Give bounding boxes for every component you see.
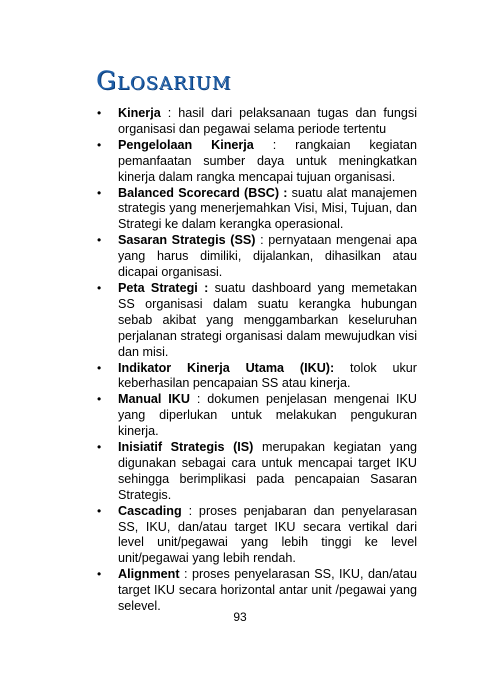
- glossary-definition: merupakan kegiatan yang digunakan sebagai cara untuk mencapai target IKU sehingga berimplikasi pada pencapaian Sasaran Strategis.: [118, 440, 417, 502]
- glossary-item-iku: [97, 361, 417, 393]
- bullet-icon: •: [97, 567, 102, 582]
- bullet-icon: •: [97, 360, 102, 375]
- glossary-term: Kinerja: [118, 106, 161, 120]
- bullet-icon: •: [97, 503, 102, 518]
- glossary-list: [97, 106, 417, 615]
- glossary-term: Cascading: [118, 503, 182, 518]
- glossary-term: Peta Strategi :: [118, 280, 209, 295]
- bullet-icon: •: [97, 440, 102, 455]
- glossary-item-inisiatif-strategis: [97, 440, 417, 504]
- glossary-definition: : proses penyelarasan SS, IKU, dan/atau target IKU secara horizontal antar unit /pegawai yang selevel.: [118, 567, 417, 614]
- bullet-icon: •: [97, 185, 102, 200]
- bullet-icon: •: [97, 233, 102, 248]
- glossary-definition: : pernyataan mengenai apa yang harus dimiliki, dijalankan, dihasilkan atau dicapai organisasi.: [118, 233, 417, 280]
- glossary-definition: tolok ukur keberhasilan pencapaian SS atau kinerja.: [118, 360, 417, 391]
- glossary-definition: : hasil dari pelaksanaan tugas dan fungsi organisasi dan pegawai selama periode tertentu: [118, 106, 417, 136]
- page-number: 93: [233, 610, 247, 624]
- glossary-definition: : dokumen penjelasan mengenai IKU yang diperlukan untuk melakukan pengukuran kinerja.: [118, 392, 418, 439]
- glossary-item-cascading: [97, 504, 417, 568]
- glossary-term: Manual IKU: [118, 392, 190, 407]
- glossary-item-kinerja: [97, 106, 417, 138]
- glossary-definition: suatu alat manajemen strategis yang menerjemahkan Visi, Misi, Tujuan, dan Strategi ke dalam kerangka operasional.: [118, 185, 417, 232]
- glossary-item-sasaran-strategis: [97, 233, 417, 281]
- glossary-term: Alignment: [118, 567, 180, 582]
- glossary-definition: : rangkaian kegiatan pemanfaatan sumber daya untuk meningkatkan kinerja dalam rangka mencapai tujuan organisasi.: [118, 137, 417, 184]
- glossary-term: Pengelolaan Kinerja: [118, 137, 254, 152]
- glossary-term: Sasaran Strategis (SS): [118, 233, 256, 248]
- bullet-icon: •: [97, 392, 102, 407]
- glossary-item-peta-strategi: [97, 281, 417, 361]
- glossary-term: Balanced Scorecard (BSC) :: [118, 185, 288, 200]
- glossary-item-alignment: [97, 567, 417, 615]
- bullet-icon: •: [97, 137, 102, 152]
- bullet-icon: •: [97, 106, 102, 120]
- glossary-term: Indikator Kinerja Utama (IKU):: [118, 360, 335, 375]
- page-title: Glosarium: [96, 66, 232, 95]
- glossary-item-manual-iku: [97, 392, 417, 440]
- glossary-item-pengelolaan-kinerja: [97, 138, 417, 186]
- glossary-item-bsc: [97, 186, 417, 234]
- glossary-term: Inisiatif Strategis (IS): [118, 440, 254, 455]
- bullet-icon: •: [97, 280, 102, 295]
- glossary-definition: suatu dashboard yang memetakan SS organisasi dalam suatu kerangka hubungan sebab akibat yang menggambarkan keseluruhan perjalanan strategi organisasi dalam mewujudkan visi dan misi.: [118, 280, 417, 359]
- glossary-definition: : proses penjabaran dan penyelarasan SS, IKU, dan/atau target IKU secara vertikal dari level unit/pegawai yang lebih tinggi ke level unit/pegawai yang lebih rendah.: [118, 503, 417, 566]
